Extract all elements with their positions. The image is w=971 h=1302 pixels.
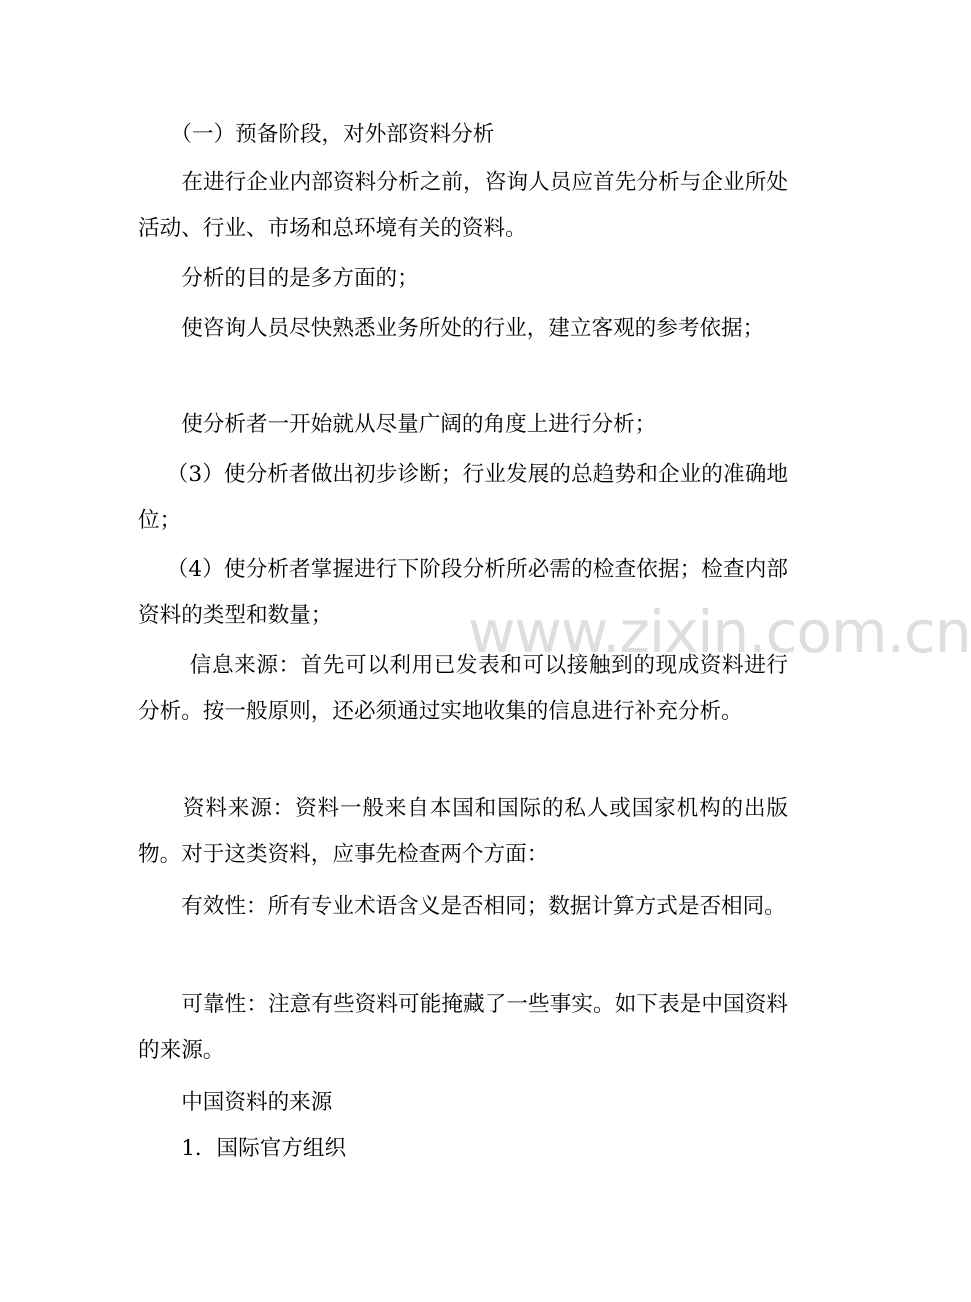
paragraph-list-item-1: 1．国际官方组织 [138,1136,347,1161]
paragraph-reliability: 可靠性：注意有些资料可能掩藏了一些事实。如下表是中国资料的来源。 [138,992,788,1063]
paragraph-purpose: 分析的目的是多方面的； [138,266,419,291]
paragraph-data-source: 资料来源：资料一般来自本国和国际的私人或国家机构的出版物。对于这类资料，应事先检查两个方面： [138,796,788,867]
paragraph-validity: 有效性：所有专业术语含义是否相同；数据计算方式是否相同。 [138,894,786,919]
watermark: www.zixin.com.cn [468,598,971,666]
paragraph-point-3: （3）使分析者做出初步诊断；行业发展的总趋势和企业的准确地位； [138,462,788,533]
paragraph-intro: 在进行企业内部资料分析之前，咨询人员应首先分析与企业所处活动、行业、市场和总环境有关的资料。 [138,170,788,241]
paragraph-info-source: 信息来源：首先可以利用已发表和可以接触到的现成资料进行分析。按一般原则，还必须通过实地收集的信息进行补充分析。 [138,653,788,724]
section-heading: （一）预备阶段，对外部资料分析 [138,122,495,147]
paragraph-table-title: 中国资料的来源 [138,1090,333,1115]
paragraph-point-2: 使分析者一开始就从尽量广阔的角度上进行分析； [138,412,657,437]
paragraph-point-1: 使咨询人员尽快熟悉业务所处的行业，建立客观的参考依据； [138,316,765,341]
paragraph-point-4: （4）使分析者掌握进行下阶段分析所必需的检查依据；检查内部资料的类型和数量； [138,557,788,628]
